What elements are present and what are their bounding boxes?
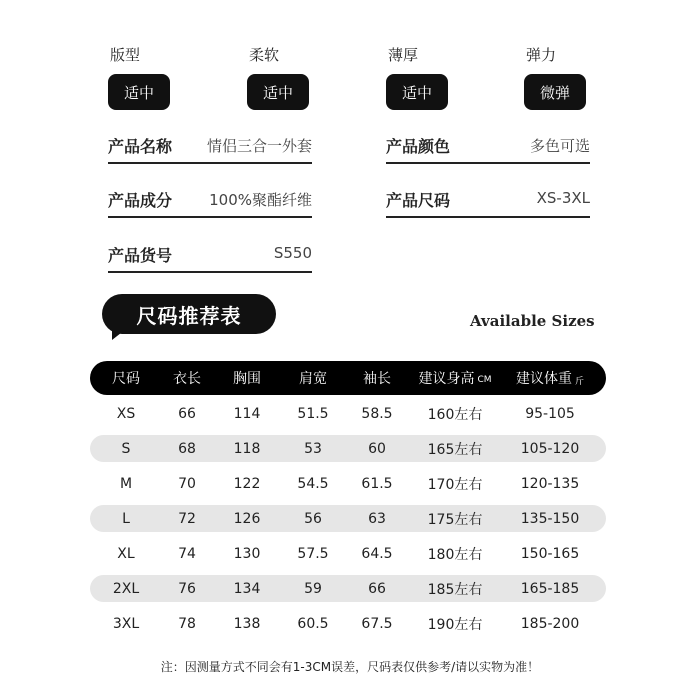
- table-cell: 134: [233, 580, 261, 597]
- table-cell: 72: [178, 510, 196, 527]
- table-cell: 3XL: [112, 615, 140, 632]
- info-label: 产品颜色: [386, 137, 451, 156]
- table-cell: 57.5: [297, 545, 329, 562]
- size-table-header: [90, 361, 606, 395]
- table-cell: 70: [178, 475, 196, 492]
- table-cell: 58.5: [361, 405, 393, 422]
- header-cell: 建议体重 斤: [515, 371, 585, 387]
- table-row: [90, 470, 606, 497]
- header-cell: 胸围: [233, 371, 261, 387]
- info-row-sku: [108, 241, 312, 273]
- header-cell: 建议身高 CM: [418, 371, 492, 387]
- table-row: [90, 435, 606, 462]
- info-value: S550: [273, 244, 312, 262]
- table-cell: 105-120: [520, 440, 580, 457]
- table-cell: 122: [233, 475, 261, 492]
- info-value: 100%聚酯纤维: [209, 191, 312, 209]
- table-cell: 135-150: [520, 510, 580, 527]
- table-cell: 59: [304, 580, 322, 597]
- table-cell: 54.5: [297, 475, 329, 492]
- table-cell: 120-135: [520, 475, 580, 492]
- attr-value-elasticity: 微弹: [524, 74, 586, 110]
- table-row: [90, 610, 606, 637]
- info-label: 产品货号: [108, 246, 173, 265]
- info-label: 产品尺码: [386, 191, 451, 210]
- table-cell: 114: [233, 405, 261, 422]
- table-cell: 185左右: [427, 581, 483, 598]
- table-cell: 67.5: [361, 615, 393, 632]
- info-label: 产品成分: [108, 191, 173, 210]
- attr-value-thickness: 适中: [386, 74, 448, 110]
- info-row-size: [386, 186, 590, 218]
- table-cell: 61.5: [361, 475, 393, 492]
- table-cell: 60: [368, 440, 386, 457]
- table-row: [90, 505, 606, 532]
- table-cell: XL: [117, 545, 135, 562]
- section-title: 尺码推荐表: [102, 294, 276, 334]
- table-cell: 130: [233, 545, 261, 562]
- table-cell: 190左右: [427, 616, 483, 633]
- attr-value-softness: 适中: [247, 74, 309, 110]
- table-cell: 74: [178, 545, 196, 562]
- table-row: [90, 540, 606, 567]
- table-cell: 63: [368, 510, 386, 527]
- table-cell: 2XL: [112, 580, 140, 597]
- header-cell: 肩宽: [299, 371, 327, 387]
- table-cell: S: [121, 440, 131, 457]
- table-cell: 95-105: [525, 405, 575, 422]
- table-cell: 68: [178, 440, 196, 457]
- footnote: 注：因测量方式不同会有1-3CM误差，尺码表仅供参考/请以实物为准！: [160, 660, 540, 674]
- header-cell: 袖长: [363, 371, 391, 387]
- table-cell: 180左右: [427, 546, 483, 563]
- attr-label-thickness: 薄厚: [388, 46, 419, 64]
- header-cell: 衣长: [173, 371, 201, 387]
- table-cell: 66: [178, 405, 196, 422]
- table-cell: 170左右: [427, 476, 483, 493]
- table-cell: 138: [233, 615, 261, 632]
- table-row: [90, 575, 606, 602]
- info-row-color: [386, 132, 590, 164]
- info-value: 多色可选: [529, 137, 590, 155]
- table-cell: M: [119, 475, 133, 492]
- table-cell: 56: [304, 510, 322, 527]
- section-subtitle: Available Sizes: [470, 312, 595, 330]
- attr-value-fit: 适中: [108, 74, 170, 110]
- attr-label-elasticity: 弹力: [526, 46, 557, 64]
- table-cell: 185-200: [520, 615, 580, 632]
- table-cell: 160左右: [427, 406, 483, 423]
- header-cell: 尺码: [112, 371, 140, 387]
- table-cell: 66: [368, 580, 386, 597]
- header-unit: 斤: [574, 376, 585, 387]
- table-cell: 78: [178, 615, 196, 632]
- table-cell: XS: [116, 405, 136, 422]
- table-row: [90, 400, 606, 427]
- info-value: XS-3XL: [536, 189, 590, 207]
- info-label: 产品名称: [108, 137, 173, 156]
- attr-label-fit: 版型: [110, 46, 141, 64]
- table-cell: 165-185: [520, 580, 580, 597]
- info-row-material: [108, 186, 312, 218]
- info-row-name: [108, 132, 312, 164]
- table-cell: 175左右: [427, 511, 483, 528]
- table-cell: 51.5: [297, 405, 329, 422]
- table-cell: L: [122, 510, 130, 527]
- table-cell: 64.5: [361, 545, 393, 562]
- table-cell: 53: [304, 440, 322, 457]
- table-cell: 165左右: [427, 441, 483, 458]
- header-unit: CM: [477, 375, 492, 385]
- table-cell: 150-165: [520, 545, 580, 562]
- table-cell: 118: [233, 440, 261, 457]
- table-cell: 76: [178, 580, 196, 597]
- table-cell: 126: [233, 510, 261, 527]
- info-value: 情侣三合一外套: [206, 137, 312, 155]
- attr-label-softness: 柔软: [249, 46, 280, 64]
- table-cell: 60.5: [297, 615, 329, 632]
